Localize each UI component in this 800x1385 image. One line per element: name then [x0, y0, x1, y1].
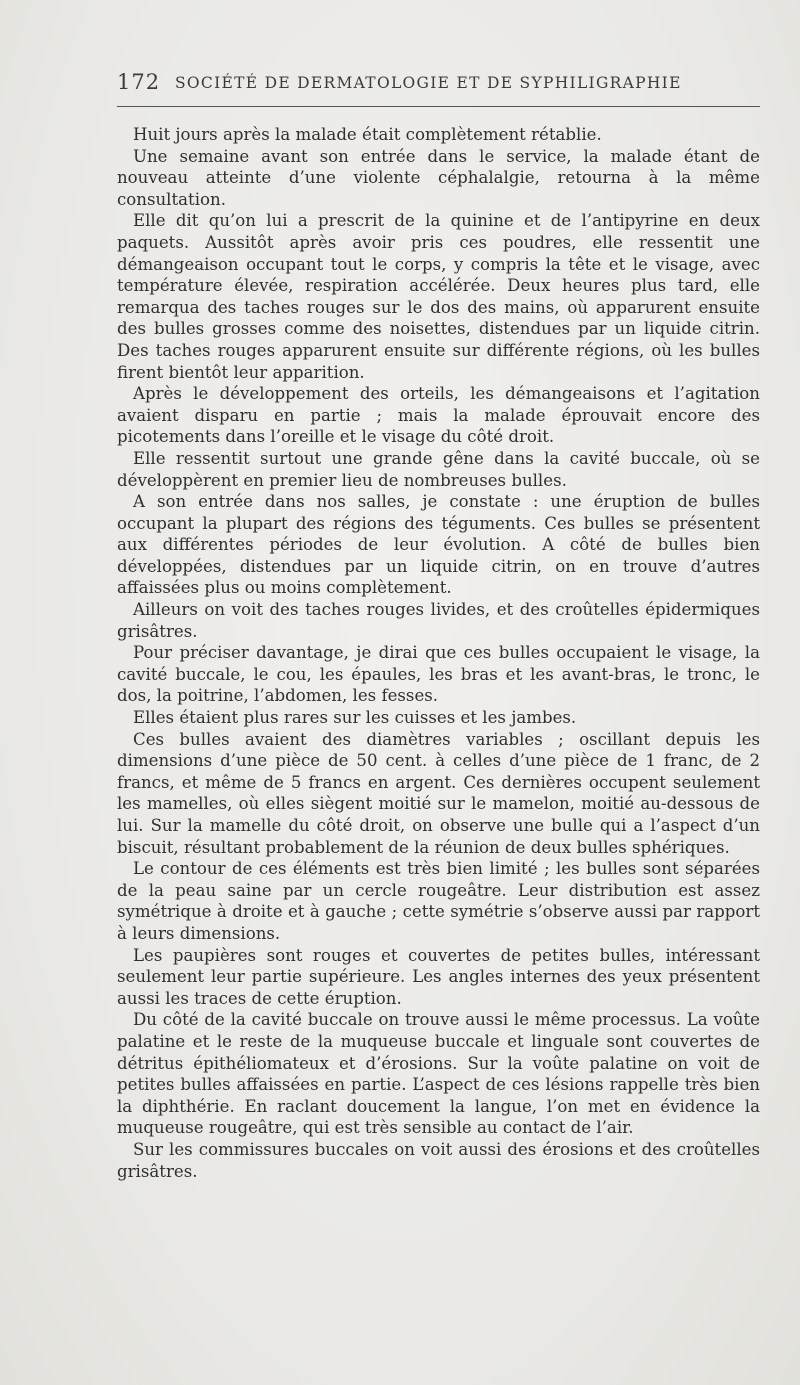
paragraph: Elle ressentit surtout une grande gêne dans la cavité buccale, où se développèrent en premier lieu de nombreuses bulles. [117, 448, 760, 490]
paragraph: Elle dit qu’on lui a prescrit de la quinine et de l’antipyrine en deux paquets. Aussitôt après avoir pris ces poudres, elle ressentit une démangeaison occupant tout le corps, y compris la tête et le visage, avec température élevée, respiration accélérée. Deux heures plus tard, elle remarqua des taches rouges sur le dos des mains, où apparurent ensuite des bulles grosses comme des noisettes, distendues par un liquide citrin. Des taches rouges apparurent ensuite sur différente régions, où les bulles firent bientôt leur apparition. [117, 211, 760, 382]
paragraph: Pour préciser davantage, je dirai que ces bulles occupaient le visage, la cavité buccale, le cou, les épaules, les bras et les avant-bras, le tronc, le dos, la poitrine, l’abdomen, les fesses. [117, 643, 760, 706]
paragraph: Sur les commissures buccales on voit aussi des érosions et des croûtelles grisâtres. [117, 1139, 760, 1181]
paragraph: A son entrée dans nos salles, je constate : une éruption de bulles occupant la plupart des régions des téguments. Ces bulles se présentent aux différentes périodes de leur évolution. A côté de bulles bien développées, distendues par un liquide citrin, on en trouve d’autres affaissées plus ou moins complètement. [117, 492, 760, 598]
paragraph: Ces bulles avaient des diamètres variables ; oscillant depuis les dimensions d’une pièce de 50 cent. à celles d’une pièce de 1 franc, de 2 francs, et même de 5 francs en argent. Ces dernières occupent seulement les mamelles, où elles siègent moitié sur le mamelon, moitié au-dessous de lui. Sur la mamelle du côté droit, on observe une bulle qui a l’aspect d’un biscuit, résultant probablement de la réunion de deux bulles sphériques. [117, 729, 760, 857]
paragraph: Ailleurs on voit des taches rouges livides, et des croûtelles épidermiques grisâtres. [117, 600, 760, 641]
body-text [117, 124, 760, 1182]
running-title: SOCIÉTÉ DE DERMATOLOGIE ET DE SYPHILIGRAPHIE [175, 74, 682, 92]
paragraph: Une semaine avant son entrée dans le service, la malade étant de nouveau atteinte d’une violente céphalalgie, retourna à la même consultation. [117, 146, 760, 209]
header-rule [117, 106, 760, 107]
paragraph: Après le développement des orteils, les démangeaisons et l’agitation avaient disparu en partie ; mais la malade éprouvait encore des picotements dans l’oreille et le visage du côté droit. [117, 384, 760, 447]
paragraph: Les paupières sont rouges et couvertes de petites bulles, intéressant seulement leur partie supérieure. Les angles internes des yeux présentent aussi les traces de cette éruption. [117, 945, 760, 1008]
paragraph: Le contour de ces éléments est très bien limité ; les bulles sont séparées de la peau saine par un cercle rougeâtre. Leur distribution est assez symétrique à droite et à gauche ; cette symétrie s’observe aussi par rapport à leurs dimensions. [117, 859, 760, 943]
paragraph: Huit jours après la malade était complètement rétablie. [133, 125, 602, 144]
page-number: 172 [117, 70, 161, 94]
paragraph: Elles étaient plus rares sur les cuisses et les jambes. [133, 708, 577, 728]
paragraph: Du côté de la cavité buccale on trouve aussi le même processus. La voûte palatine et le reste de la muqueuse buccale et linguale sont couvertes de détritus épithéliomateux et d’érosions. Sur la voûte palatine on voit de petites bulles affaissées en partie. L’aspect de ces lésions rappelle très bien la diphthérie. En raclant doucement la langue, l’on met en évidence la muqueuse rougeâtre, qui est très sensible au contact de l’air. [117, 1010, 760, 1138]
page-header [117, 70, 760, 100]
